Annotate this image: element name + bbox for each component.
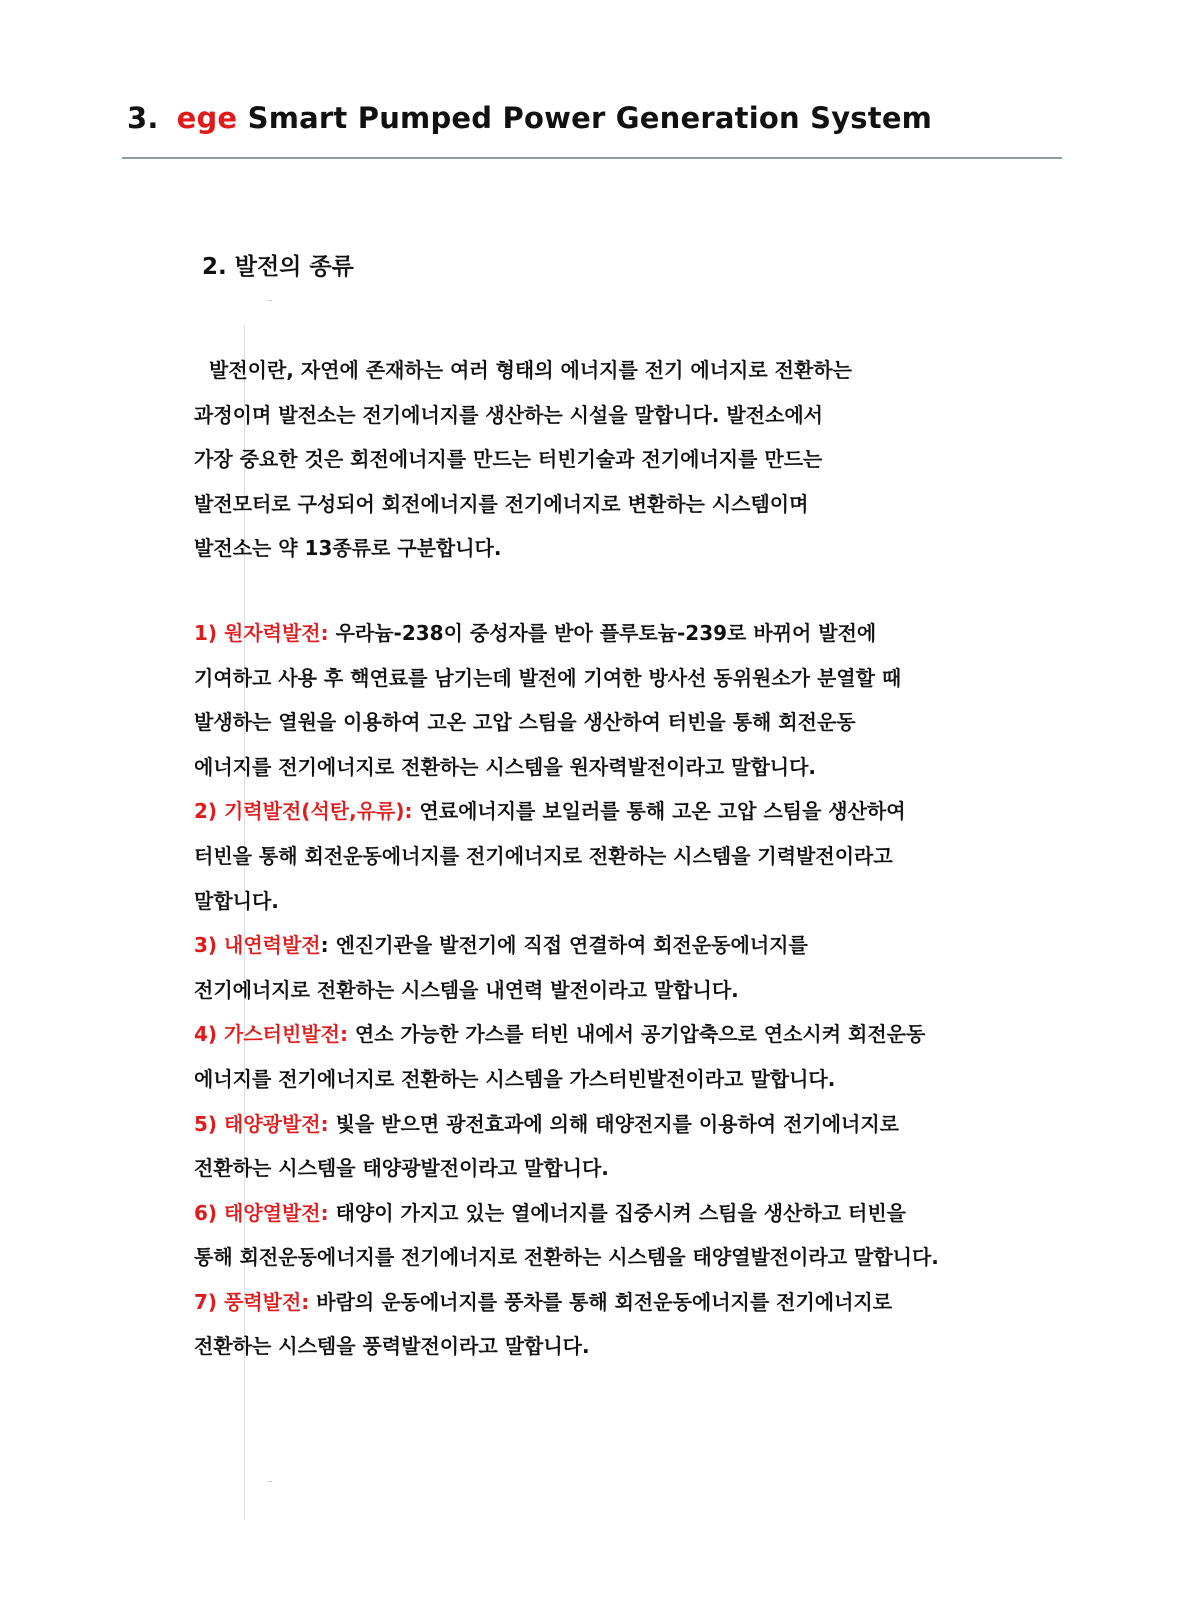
- item-label: 5) 태양광발전:: [194, 1111, 329, 1136]
- item-line: 터빈을 통해 회전운동에너지를 전기에너지로 전환하는 시스템을 기력발전이라고: [194, 843, 893, 868]
- intro-line: 발전모터로 구성되어 회전에너지를 전기에너지로 변환하는 시스템이며: [194, 491, 809, 516]
- title-brand: ege: [176, 101, 238, 135]
- item-line: 발생하는 열원을 이용하여 고온 고압 스팀을 생산하여 터빈을 통해 회전운동: [194, 710, 856, 735]
- scan-mark: [268, 300, 272, 301]
- item-line: 통해 회전운동에너지를 전기에너지로 전환하는 시스템을 태양열발전이라고 말합니다.: [194, 1245, 939, 1270]
- item-solar-thermal: [194, 1191, 1154, 1280]
- item-text: : 엔진기관을 발전기에 직접 연결하여 회전운동에너지를: [320, 933, 808, 958]
- item-line: 전환하는 시스템을 풍력발전이라고 말합니다.: [194, 1334, 590, 1359]
- item-thermal: [194, 789, 1154, 923]
- item-nuclear: [194, 611, 1154, 789]
- item-first-line: [194, 923, 1154, 968]
- item-label: 3) 내연력발전: [194, 933, 321, 958]
- intro-line: 가장 중요한 것은 회전에너지를 만드는 터빈기술과 전기에너지를 만드는: [194, 447, 823, 472]
- item-label: 7) 풍력발전:: [194, 1289, 310, 1314]
- item-internal-combustion: [194, 923, 1154, 1012]
- item-line: 에너지를 전기에너지로 전환하는 시스템을 가스터빈발전이라고 말합니다.: [194, 1066, 836, 1091]
- item-label: 6) 태양열발전:: [194, 1200, 329, 1225]
- item-text: 우라늄-238이 중성자를 받아 플루토늄-239로 바뀌어 발전에: [328, 620, 877, 645]
- document-body: [194, 348, 1154, 1369]
- item-first-line: [194, 789, 1154, 834]
- item-first-line: [194, 611, 1154, 656]
- item-line: 말합니다.: [194, 888, 279, 913]
- intro-line: 과정이며 발전소는 전기에너지를 생산하는 시설을 말합니다. 발전소에서: [194, 402, 823, 427]
- item-label: 2) 기력발전(석탄,유류):: [194, 799, 413, 824]
- item-first-line: [194, 1102, 1154, 1147]
- section-heading: 2. 발전의 종류: [202, 254, 354, 280]
- item-label: 1) 원자력발전:: [194, 620, 329, 645]
- item-label: 4) 가스터빈발전:: [194, 1022, 348, 1047]
- item-solar-pv: [194, 1102, 1154, 1191]
- scan-mark: [268, 1481, 272, 1482]
- item-line: 전기에너지로 전환하는 시스템을 내연력 발전이라고 말합니다.: [194, 977, 739, 1002]
- item-gas-turbine: [194, 1012, 1154, 1101]
- intro-line: 발전이란, 자연에 존재하는 여러 형태의 에너지를 전기 에너지로 전환하는: [209, 358, 852, 382]
- item-first-line: [194, 1012, 1154, 1057]
- item-first-line: [194, 1191, 1154, 1236]
- item-text: 바람의 운동에너지를 풍차를 통해 회전운동에너지를 전기에너지로: [309, 1289, 893, 1314]
- paragraph-spacer: [194, 571, 1154, 611]
- item-text: 연료에너지를 보일러를 통해 고온 고압 스팀을 생산하여: [412, 799, 906, 824]
- item-first-line: [194, 1280, 1154, 1325]
- intro-line: 발전소는 약 13종류로 구분합니다.: [194, 536, 502, 561]
- item-text: 태양이 가지고 있는 열에너지를 집중시켜 스팀을 생산하고 터빈을: [328, 1200, 906, 1225]
- document-title: [127, 101, 932, 135]
- title-number: 3.: [127, 101, 159, 135]
- item-text: 빛을 받으면 광전효과에 의해 태양전지를 이용하여 전기에너지로: [328, 1111, 900, 1136]
- intro-paragraph: [194, 348, 1154, 571]
- item-line: 전환하는 시스템을 태양광발전이라고 말합니다.: [194, 1156, 609, 1181]
- title-divider: [122, 157, 1062, 159]
- item-line: 에너지를 전기에너지로 전환하는 시스템을 원자력발전이라고 말합니다.: [194, 754, 817, 779]
- title-text: Smart Pumped Power Generation System: [247, 101, 933, 135]
- item-text: 연소 가능한 가스를 터빈 내에서 공기압축으로 연소시켜 회전운동: [347, 1022, 926, 1047]
- item-line: 기여하고 사용 후 핵연료를 남기는데 발전에 기여한 방사선 동위원소가 분열할 때: [194, 665, 902, 690]
- item-wind: [194, 1280, 1154, 1369]
